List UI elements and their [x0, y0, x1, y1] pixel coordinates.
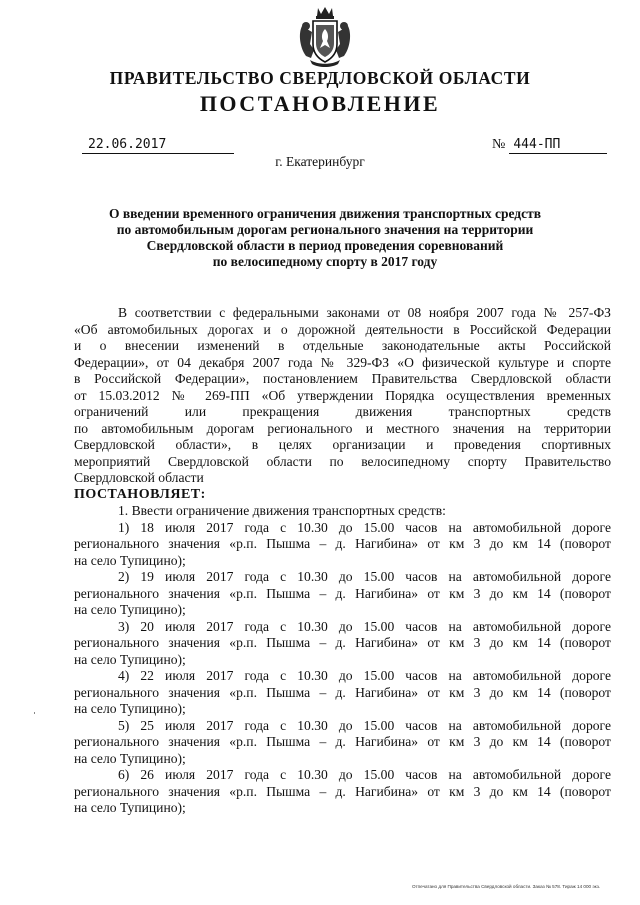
preamble-line: от 15.03.2012 № 269-ПП «Об утверждении Порядка осуществления временных: [74, 387, 611, 403]
preamble-line: «Об автомобильных дорогах и о дорожной деятельности в Российской Федерации: [74, 321, 611, 337]
title-line: Свердловской области в период проведения соревнований: [146, 238, 504, 253]
scan-speck: [34, 712, 35, 714]
city-name: г. Екатеринбург: [275, 154, 365, 169]
title-line: по автомобильным дорогам регионального значения на территории: [116, 222, 534, 237]
title-line: по велосипедному спорту в 2017 году: [212, 254, 438, 269]
subitem-line: регионального значения «р.п. Пышма – д. Нагибина» от км 3 до км 14 (поворот: [74, 635, 611, 650]
subitem-line: регионального значения «р.п. Пышма – д. Нагибина» от км 3 до км 14 (поворот: [74, 684, 611, 700]
number-sign: №: [492, 137, 506, 152]
subitem-line: 4) 22 июля 2017 года с 10.30 до 15.00 часов на автомобильной дороге: [118, 668, 611, 683]
subitem-line: на село Тупицино);: [74, 552, 186, 568]
subitem-line: 2) 19 июля 2017 года с 10.30 до 15.00 часов на автомобильной дороге: [118, 569, 611, 584]
subitem-line: 1) 18 июля 2017 года с 10.30 до 15.00 часов на автомобильной дороге: [118, 519, 611, 535]
preamble-line: по автомобильным дорогам регионального и местного значения на территории: [74, 420, 611, 436]
subitem-line: регионального значения «р.п. Пышма – д. Нагибина» от км 3 до км 14 (поворот: [74, 734, 611, 749]
subitem-line: на село Тупицино);: [74, 800, 186, 815]
preamble-line: мероприятий Свердловской области по велосипедному спорту Правительство: [74, 453, 611, 469]
government-name: ПРАВИТЕЛЬСТВО СВЕРДЛОВСКОЙ ОБЛАСТИ: [109, 68, 531, 88]
document-type: ПОСТАНОВЛЕНИЕ: [199, 91, 441, 116]
preamble-line: В соответствии с федеральными законами от 08 ноября 2007 года № 257-ФЗ: [118, 305, 611, 320]
preamble-line: Федерации», от 04 декабря 2007 года № 329-ФЗ «О физической культуре и спорте: [74, 354, 611, 370]
document-date: 22.06.2017: [82, 136, 234, 154]
subitem-line: регионального значения «р.п. Пышма – д. Нагибина» от км 3 до км 14 (поворот: [74, 536, 611, 551]
document-number-block: [492, 136, 607, 153]
preamble-line: Свердловской области: [74, 470, 204, 485]
preamble-line: и о внесении изменений в отдельные законодательные акты Российской: [74, 338, 611, 353]
subitem-line: 3) 20 июля 2017 года с 10.30 до 15.00 часов на автомобильной дороге: [118, 618, 611, 634]
subitem-line: регионального значения «р.п. Пышма – д. Нагибина» от км 3 до км 14 (поворот: [74, 585, 611, 601]
subitem-line: 5) 25 июля 2017 года с 10.30 до 15.00 часов на автомобильной дороге: [118, 717, 611, 733]
print-footer-note: Отпечатано для Правительства Свердловской области. Заказ № 578. Тираж 14 000 экз.: [412, 884, 601, 889]
subitem-line: 6) 26 июля 2017 года с 10.30 до 15.00 часов на автомобильной дороге: [118, 767, 611, 782]
subitem-line: на село Тупицино);: [74, 651, 186, 667]
subitem-line: на село Тупицино);: [74, 750, 186, 766]
resolves-heading: ПОСТАНОВЛЯЕТ:: [74, 486, 206, 502]
preamble-line: ограничений или прекращения движения транспортных средств: [74, 404, 611, 419]
coat-of-arms-emblem: [296, 4, 354, 68]
item-1-text: 1. Ввести ограничение движения транспортных средств:: [118, 503, 446, 518]
subitem-line: на село Тупицино);: [74, 602, 186, 617]
preamble-line: Свердловской области», в целях организации и проведения спортивных: [74, 437, 611, 452]
title-line: О введении временного ограничения движения транспортных средств: [108, 206, 542, 221]
document-title: [70, 206, 580, 270]
document-number: 444-ПП: [509, 136, 607, 154]
subitem-line: регионального значения «р.п. Пышма – д. Нагибина» от км 3 до км 14 (поворот: [74, 783, 611, 799]
document-body: [74, 305, 611, 817]
subitem-line: на село Тупицино);: [74, 701, 186, 716]
preamble-line: в Российской Федерации», постановлением Правительства Свердловской области: [74, 371, 611, 386]
